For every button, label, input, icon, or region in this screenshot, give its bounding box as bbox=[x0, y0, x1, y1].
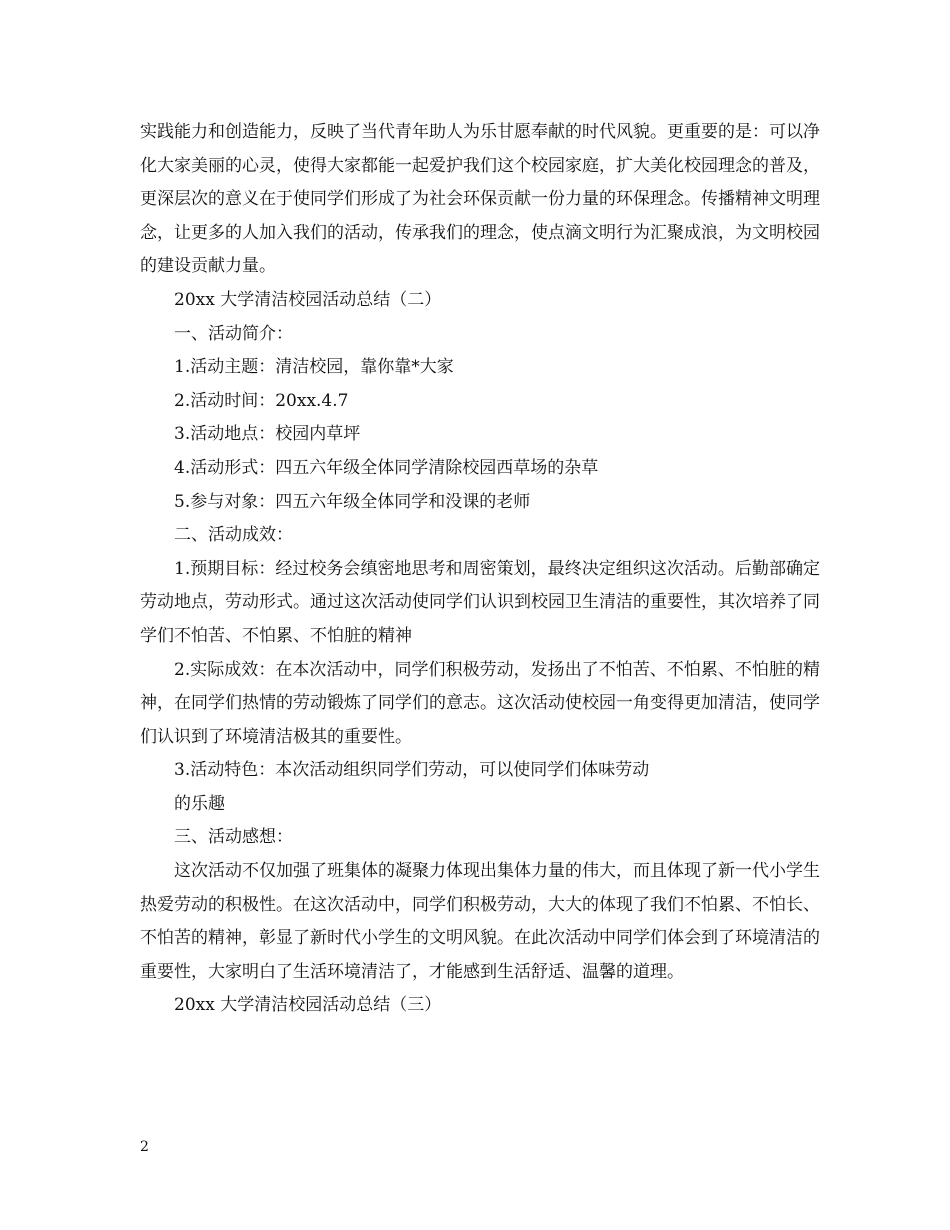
list-item-theme: 1.活动主题：清洁校园，靠你靠*大家 bbox=[174, 357, 454, 378]
paragraph-expected-goal: 1.预期目标：经过校务会缜密地思考和周密策划，最终决定组织这次活动。后勤部确定劳动地点，劳动形式。通过这次活动使同学们认识到校园卫生清洁的重要性，其次培养了同学们不怕苦、不怕累、不怕脏的精神 bbox=[140, 558, 820, 646]
paragraph-continuation: 实践能力和创造能力，反映了当代青年助人为乐甘愿奉献的时代风貌。更重要的是：可以净化大家美丽的心灵，使得大家都能一起爱护我们这个校园家庭，扩大美化校园理念的普及，更深层次的意义在于使同学们形成了为社会环保贡献一份力量的环保理念。传播精神文明理念，让更多的人加入我们的活动，传承我们的理念，使点滴文明行为汇聚成浪，为文明校园的建设贡献力量。 bbox=[140, 122, 820, 277]
paragraph-activity-feature: 3.活动特色：本次活动组织同学们劳动，可以使同学们体味劳动 bbox=[174, 760, 650, 781]
list-item-form: 4.活动形式：四五六年级全体同学清除校园西草场的杂草 bbox=[174, 457, 599, 478]
list-item-participants: 5.参与对象：四五六年级全体同学和没课的老师 bbox=[174, 491, 531, 512]
heading-activity-reflection: 三、活动感想： bbox=[174, 827, 293, 848]
section-title-3: 20xx 大学清洁校园活动总结（三） bbox=[174, 995, 442, 1016]
paragraph-actual-result: 2.实际成效：在本次活动中，同学们积极劳动，发扬出了不怕苦、不怕累、不怕脏的精神，在同学们热情的劳动锻炼了同学们的意志。这次活动使校园一角变得更加清洁，使同学们认识到了环境清洁极其的重要性。 bbox=[140, 659, 820, 747]
paragraph-feature-continuation: 的乐趣 bbox=[174, 793, 225, 814]
section-title-2: 20xx 大学清洁校园活动总结（二） bbox=[174, 289, 442, 310]
heading-activity-results: 二、活动成效： bbox=[174, 525, 293, 546]
document-body bbox=[140, 116, 820, 1023]
list-item-location: 3.活动地点：校园内草坪 bbox=[174, 424, 361, 445]
paragraph-reflection: 这次活动不仅加强了班集体的凝聚力体现出集体力量的伟大，而且体现了新一代小学生热爱劳动的积极性。在这次活动中，同学们积极劳动，大大的体现了我们不怕累、不怕长、不怕苦的精神，彰显了新时代小学生的文明风貌。在此次活动中同学们体会到了环境清洁的重要性，大家明白了生活环境清洁了，才能感到生活舒适、温馨的道理。 bbox=[140, 861, 820, 982]
heading-activity-intro: 一、活动简介： bbox=[174, 323, 293, 344]
list-item-time: 2.活动时间：20xx.4.7 bbox=[174, 390, 349, 411]
page-number: 2 bbox=[140, 1139, 149, 1155]
